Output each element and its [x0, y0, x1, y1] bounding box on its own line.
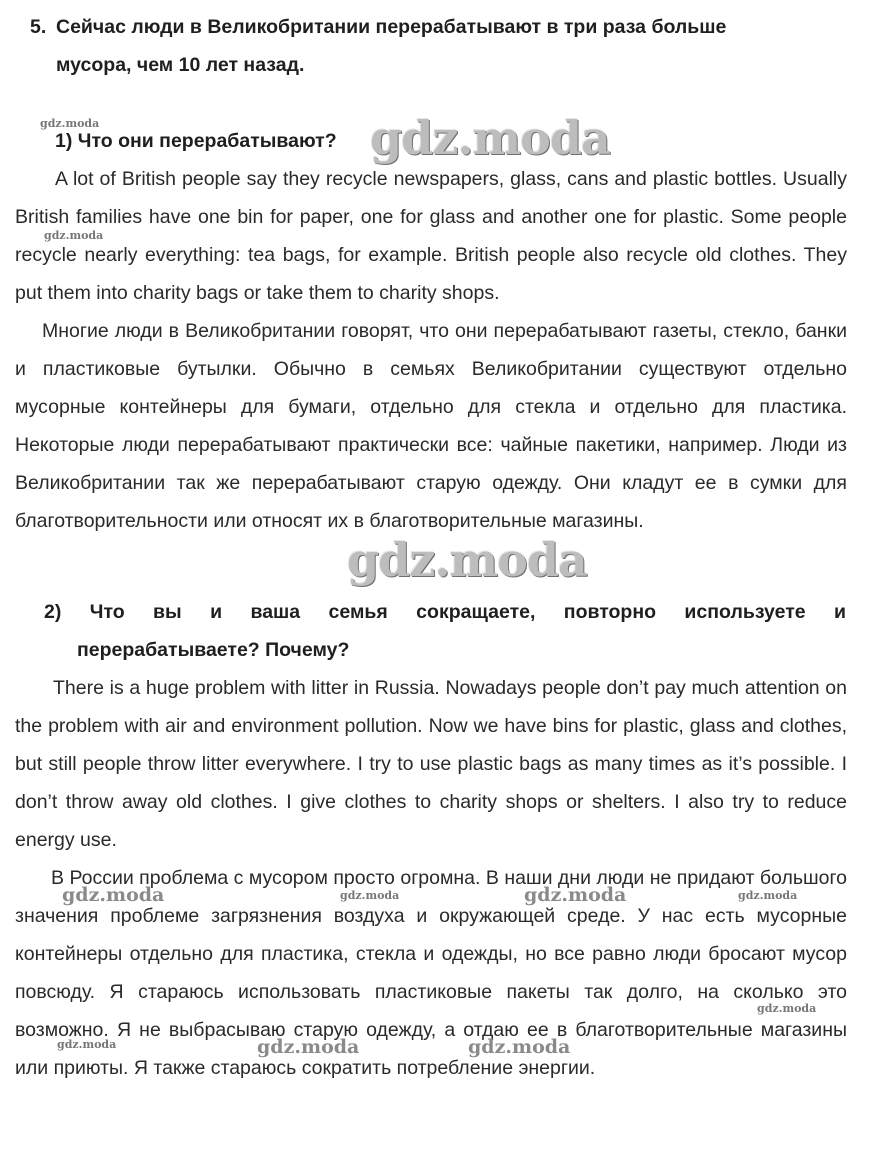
question-1: 1) Что они перерабатывают? [55, 130, 337, 152]
answer-1-english: A lot of British people say they recycle newspapers, glass, cans and plastic bottles. Usually British families have one bin for paper, one for glass and another one for plastic. Some people recycle nearly everything: tea bags, for example. British people also recycle old clothes. They put them into charity bags or take them to charity shops. [15, 168, 847, 304]
answer-2-english: There is a huge problem with litter in Russia. Nowadays people don’t pay much attention on the problem with air and environment pollution. Now we have bins for plastic, glass and clothes, but still people throw litter everywhere. I try to use plastic bags as many times as it’s possible. I don’t throw away old clothes. I give clothes to charity shops or shelters. I also try to reduce energy use. [15, 677, 847, 851]
question-2 [44, 593, 846, 669]
watermark-medium: gdz.moda [524, 884, 627, 906]
watermark-large: gdz.moda [370, 111, 610, 165]
task-line-2: мусора, чем 10 лет назад. [56, 54, 305, 76]
question-2-line-1: 2) Что вы и ваша семья сокращаете, повторно используете и [44, 601, 846, 623]
watermark-medium: gdz.moda [257, 1036, 360, 1058]
watermark-large: gdz.moda [347, 533, 587, 587]
answer-1-russian: Многие люди в Великобритании говорят, что они перерабатывают газеты, стекло, банки и пластиковые бутылки. Обычно в семьях Великобритании существуют отдельно мусорные контейнеры для бумаги, отдельно для стекла и отдельно для пластика. Некоторые люди перерабатывают практически все: чайные пакетики, например. Люди из Великобритании так же перерабатывают старую одежду. Они кладут ее в сумки для благотворительности или относят их в благотворительные магазины. [15, 320, 847, 532]
task-line-1: Сейчас люди в Великобритании перерабатывают в три раза больше [56, 16, 727, 38]
watermark-medium: gdz.moda [62, 884, 165, 906]
question-2-line-2: перерабатываете? Почему? [77, 639, 350, 661]
watermark-medium: gdz.moda [468, 1036, 571, 1058]
watermark-small: gdz.moda [757, 1002, 817, 1015]
answer-2-russian: В России проблема с мусором просто огромна. В наши дни люди не придают большого значения проблеме загрязнения воздуха и окружающей среде. У нас есть мусорные контейнеры отдельно для пластика, стекла и одежды, но все равно люди бросают мусор повсюду. Я стараюсь использовать пластиковые пакеты так долго, на сколько это возможно. Я не выбрасываю старую одежду, а отдаю ее в благотворительные магазины или приюты. Я также стараюсь сократить потребление энергии. [15, 867, 847, 1079]
watermark-small: gdz.moda [40, 117, 100, 130]
watermark-small: gdz.moda [57, 1038, 117, 1051]
watermark-small: gdz.moda [340, 889, 400, 902]
watermark-small: gdz.moda [738, 889, 798, 902]
task-heading [30, 8, 848, 84]
task-number: 5. [30, 16, 47, 38]
watermark-small: gdz.moda [44, 229, 104, 242]
